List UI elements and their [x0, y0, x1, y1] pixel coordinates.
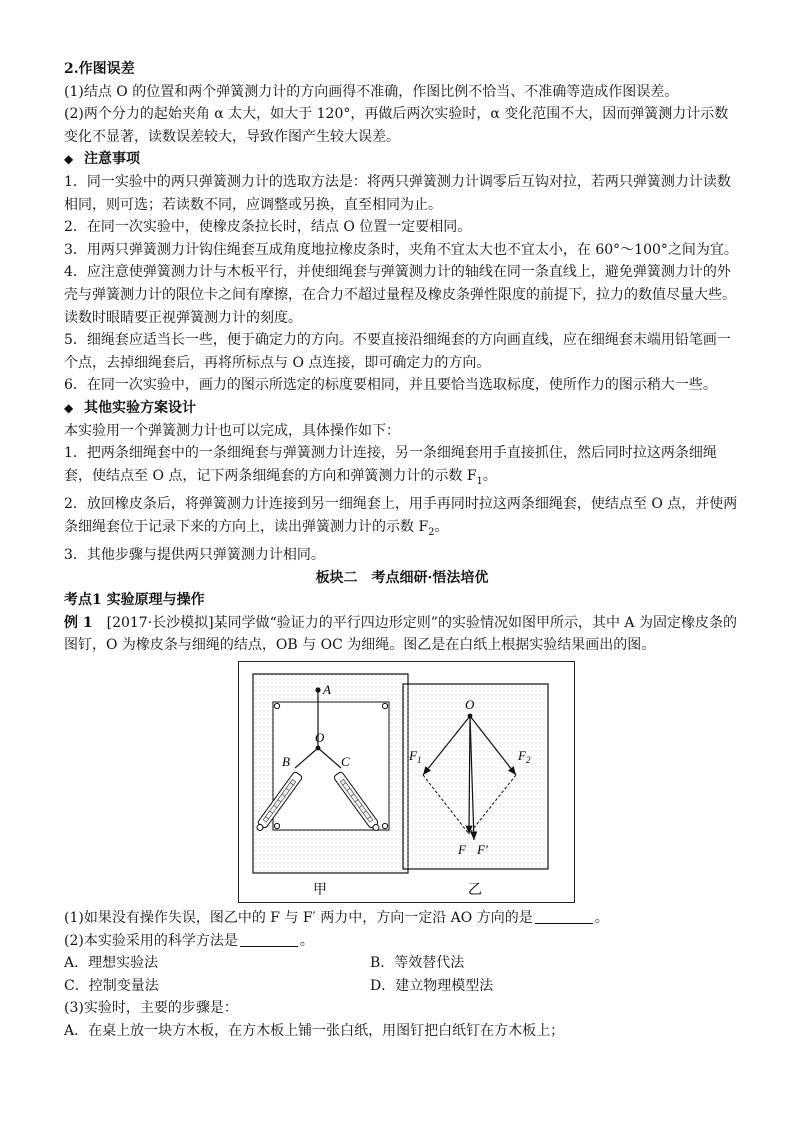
- document-page: [64, 58, 740, 1043]
- other-item-3: 3．其他步骤与提供两只弹簧测力计相同。: [64, 547, 325, 564]
- option-a[interactable]: A．理想实验法: [64, 955, 159, 972]
- label-F: F: [458, 842, 466, 858]
- other-item-1-end: 。: [482, 467, 497, 484]
- q2-end: 。: [299, 932, 314, 949]
- pin-1: [274, 703, 279, 708]
- option-d[interactable]: D．建立物理模型法: [370, 977, 494, 994]
- q2-text: (2)本实验采用的科学方法是: [64, 932, 238, 949]
- figure-drawing: [239, 662, 574, 902]
- pin-3: [274, 823, 279, 828]
- example-1: [64, 612, 740, 657]
- label-B: B: [282, 754, 290, 770]
- section-errors-heading: 2.作图误差: [64, 61, 135, 77]
- q1-end: 。: [594, 910, 609, 927]
- options-row-2: [64, 975, 740, 998]
- label-F1: $F_1$: [409, 748, 422, 766]
- label-C: C: [341, 754, 350, 770]
- label-O-right: O: [465, 697, 475, 713]
- notes-item-6: 6．在同一次实验中，画力的图示所选定的标度要相同，并且要恰当选取标度，使所作力的图示稍大一些。: [64, 377, 717, 394]
- errors-item-2: (2)两个分力的起始夹角 α 太大，如大于 120°，再做后两次实验时，α 变化范围不大，因而弹簧测力计示数变化不显著，读数误差较大，导致作图产生较大误差。: [64, 106, 729, 145]
- errors-item-1: (1)结点 O 的位置和两个弹簧测力计的方向画得不准确，作图比例不恰当、不准确等造成作图误差。: [64, 83, 679, 100]
- pin-A: [315, 687, 320, 692]
- notes-item-1: 1．同一实验中的两只弹簧测力计的选取方法是：将两只弹簧测力计调零后互钩对拉，若两只弹簧测力计读数相同，则可选；若读数不同，应调整或另换，直至相同为止。: [64, 173, 731, 213]
- label-Fprime: F′: [477, 842, 488, 858]
- other-item-2: [64, 493, 740, 544]
- other-item-1-text: 1．把两条细绳套中的一条细绳套与弹簧测力计连接，另一条细绳套用手直接抓住，然后同时拉这两条细绳套，使结点至 O 点，记下两条细绳套的方向和弹簧测力计的示数 F: [64, 445, 717, 484]
- caption-right: 乙: [468, 882, 482, 899]
- diamond-bullet-icon: ◆: [64, 400, 74, 415]
- other-item-2-text: 2．放回橡皮条后，将弹簧测力计连接到另一细绳套上，用手再同时拉这两条细绳套，使结点至 O 点，并使两条细绳套位于记录下来的方向上，读出弹簧测力计的示数 F: [64, 496, 738, 535]
- option-c[interactable]: C．控制变量法: [64, 977, 159, 994]
- diamond-bullet-icon: ◆: [64, 152, 74, 167]
- other-item-2-sub: 2: [428, 526, 435, 538]
- question-2: [64, 930, 740, 953]
- section-notes-heading-row: [64, 148, 740, 171]
- kaodian-heading: 考点1 实验原理与操作: [64, 592, 205, 609]
- experiment-figure: [238, 661, 575, 903]
- q1-text: (1)如果没有操作失误，图乙中的 F 与 F′ 两力中，方向一定沿 AO 方向的是: [64, 910, 533, 927]
- other-item-1-sub: 1: [476, 475, 483, 487]
- pin-4: [382, 823, 387, 828]
- answer-blank-2[interactable]: [240, 932, 298, 947]
- pin-2: [382, 703, 387, 708]
- answer-blank-1[interactable]: [535, 909, 593, 924]
- question-1: [64, 907, 740, 930]
- other-item-1: [64, 442, 740, 493]
- section-other-heading-row: [64, 397, 740, 420]
- option-b[interactable]: B．等效替代法: [370, 955, 465, 972]
- notes-item-2: 2．在同一次实验中，使橡皮条拉长时，结点 O 位置一定要相同。: [64, 219, 472, 236]
- notes-item-3: 3．用两只弹簧测力计钩住绳套互成角度地拉橡皮条时，夹角不宜太大也不宜太小，在 60°～100°之间为宜。: [64, 241, 738, 258]
- notes-item-5: 5．细绳套应适当长一些，便于确定力的方向。不要直接沿细绳套的方向画直线，应在细绳套末端用铅笔画一个点，去掉细绳套后，再将所标点与 O 点连接，即可确定力的方向。: [64, 332, 731, 371]
- question-3: (3)实验时，主要的步骤是：: [64, 1000, 238, 1017]
- section-notes-heading: 注意事项: [84, 151, 140, 168]
- other-intro: 本实验用一个弹簧测力计也可以完成，具体操作如下：: [64, 422, 400, 439]
- notes-item-4: 4．应注意使弹簧测力计与木板平行，并使细绳套与弹簧测力计的轴线在同一条直线上，避免弹簧测力计的外壳与弹簧测力计的限位卡之间有摩擦，在合力不超过量程及橡皮条弹性限度的前提下，拉力的数值尽量大些。读数时眼睛要正视弹簧测力计的刻度。: [64, 264, 736, 326]
- label-F2: $F_2$: [518, 748, 531, 766]
- question-3-step-a: A．在桌上放一块方木板，在方木板上铺一张白纸，用图钉把白纸钉在方木板上；: [64, 1023, 565, 1039]
- label-A: A: [323, 682, 331, 698]
- section-other-heading: 其他实验方案设计: [84, 399, 196, 416]
- block-title: 板块二 考点细研·悟法培优: [315, 569, 489, 586]
- label-O-left: O: [315, 730, 325, 746]
- caption-left: 甲: [313, 882, 327, 899]
- example-text: [2017·长沙模拟]某同学做“验证力的平行四边形定则”的实验情况如图甲所示，其中 A 为固定橡皮条的图钉，O 为橡皮条与细绳的结点，OB 与 OC 为细绳。图乙是在白纸上根据实验结果画出的图。: [64, 614, 737, 654]
- options-row-1: [64, 952, 740, 975]
- example-label: 例 1: [64, 614, 93, 631]
- paper-left: [273, 702, 389, 830]
- other-item-2-end: 。: [434, 518, 449, 535]
